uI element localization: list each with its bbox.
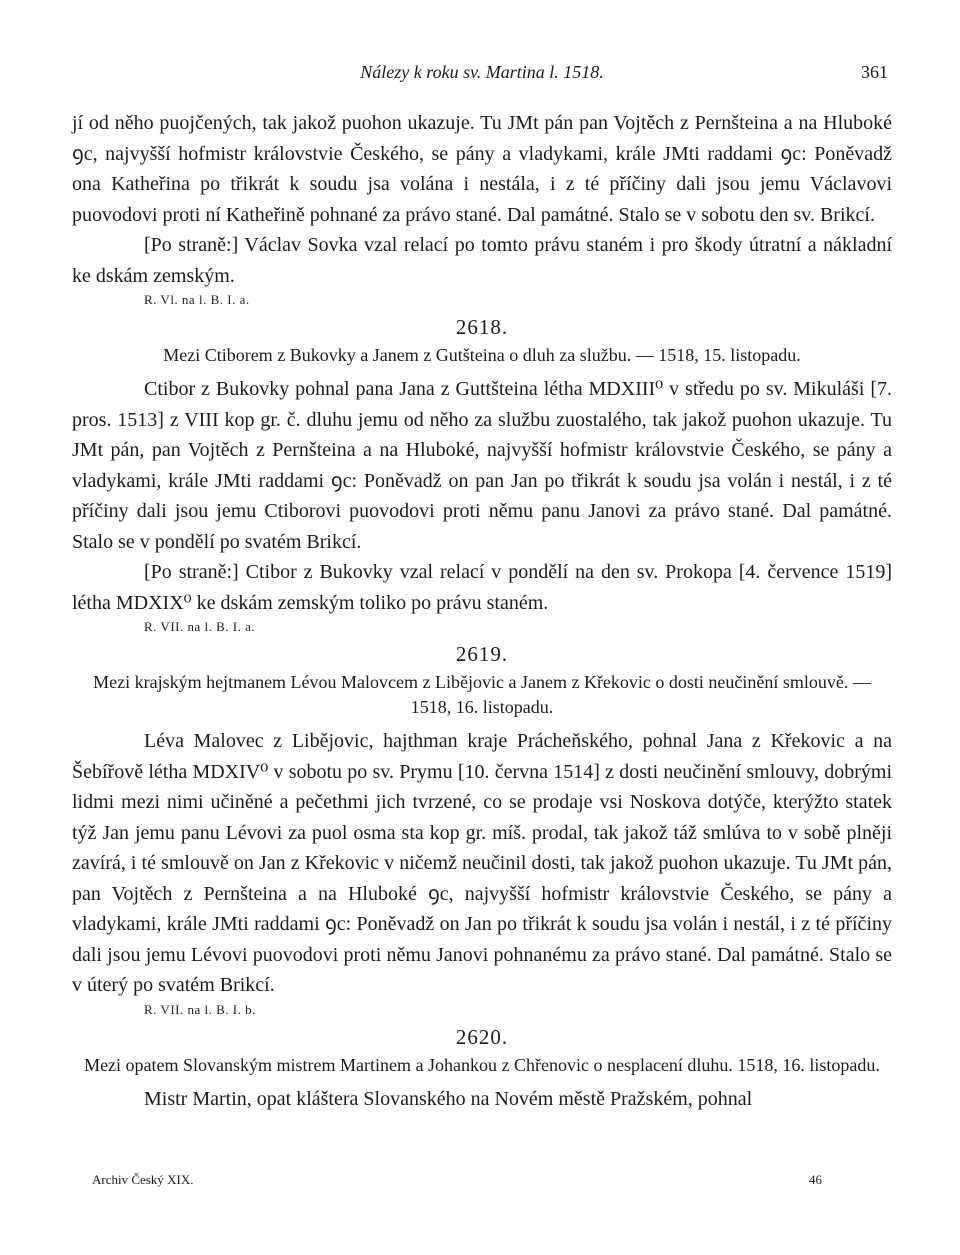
entry-regest: Mezi krajským hejtmanem Lévou Malovcem z Libějovic a Janem z Křekovic o dosti neučinění smlouvě. — 1518, 16. listopadu. <box>93 672 871 717</box>
paragraph-continuation: jí od něho puojčených, tak jakož puohon ukazuje. Tu JMt pán pan Vojtěch z Pernšteina a na Hluboké ꝯc, najvyšší hofmistr královstvie Českého, se pány a vladykami, krále JMti raddami ꝯc: Poněvadž ona Katheřina po třikrát k soudu jsa volána i nestála, i z té příčiny dali jsou jemu Václavovi puovodovi proti ní Katheřině pohnané za právo stané. Dal památné. Stalo se v sobotu den sv. Brikcí. <box>72 112 892 226</box>
marginal-note: [Po straně:] Ctibor z Bukovky vzal relací v pondělí na den sv. Prokopa [4. července 1519] létha MDXIX⁰ ke dskám zemským toliko po právu staném. <box>72 561 892 614</box>
entry-number: 2618. <box>455 315 509 339</box>
entry-text: Léva Malovec z Libějovic, hajthman kraje Prácheňského, pohnal Jana z Křekovic a na Šebířově létha MDXIV⁰ v sobotu po sv. Prymu [10. června 1514] z dosti neučinění smlouvy, dobrými lidmi mezi nimi učiněné a pečethmi jich tvrzené, co se prodaje vsi Noskova dotýče, kterýžto statek týž Jan jemu panu Lévovi za puol osma sta kop gr. míš. prodal, tak jakož táž smlúva to v sobě plněji zavírá, i té smlouvě on Jan z Křekovic v ničemž neučinil dosti, tak jakož puohon ukazuje. Tu JMt pán, pan Vojtěch z Pernšteina a na Hluboké ꝯc, najvyšší hofmistr královstvie Českého, se pány a vladykami, krále JMti raddami ꝯc: Poněvadž on Jan po třikrát k soudu jsa volán i nestál, i z té příčiny dali jsou jemu Lévovi puovodovi proti němu Janovi pohnanému za právo stané. Dal památné. Stalo se v úterý po svatém Brikcí. <box>72 730 892 996</box>
entry-regest: Mezi Ctiborem z Bukovky a Janem z Gutšteina o dluh za službu. — 1518, 15. listopadu. <box>163 345 801 365</box>
entry-number: 2619. <box>455 642 509 666</box>
entry-number: 2620. <box>455 1024 509 1049</box>
marginal-note: [Po straně:] Václav Sovka vzal relací po tomto právu staném i pro škody útratní a nákladní ke dskám zemským. <box>72 234 892 287</box>
signature-mark: 46 <box>809 1172 822 1187</box>
archive-signature: R. Vl. na l. B. I. a. <box>144 292 250 307</box>
archive-signature: R. VII. na l. B. I. a. <box>144 619 256 634</box>
running-title: Nálezy k roku sv. Martina l. 1518. <box>360 62 604 82</box>
page-body <box>72 108 892 1114</box>
page-footer <box>92 1172 822 1188</box>
page-number: 361 <box>861 62 888 82</box>
entry-text: Mistr Martin, opat kláštera Slovanského na Novém městě Pražském, pohnal <box>144 1087 753 1110</box>
entry-text: Ctibor z Bukovky pohnal pana Jana z Guttšteina létha MDXIII⁰ v středu po sv. Mikuláši [7. pros. 1513] z VIII kop gr. č. dluhu jemu od něho za službu zuostalého, tak jakož puohon ukazuje. Tu JMt pán, pan Vojtěch z Pernšteina a na Hluboké, najvyšší hofmistr královstvie Českého, se pány a vladykami, krále JMti raddami ꝯc: Poněvadž on pan Jan po třikrát k soudu jsa volán i nestál, i z té příčiny dali jsou jemu Ctiborovi puovodovi proti němu panu Janovi za právo stané. Dal památné. Stalo se v pondělí po svatém Brikcí. <box>72 378 892 553</box>
entry-regest: Mezi opatem Slovanským mistrem Martinem a Johankou z Chřenovic o nesplacení dluhu. 1518, 16. listopadu. <box>84 1054 880 1075</box>
archive-signature: R. VII. na l. B. I. b. <box>144 1001 256 1017</box>
volume-title: Archiv Český XIX. <box>92 1172 194 1187</box>
